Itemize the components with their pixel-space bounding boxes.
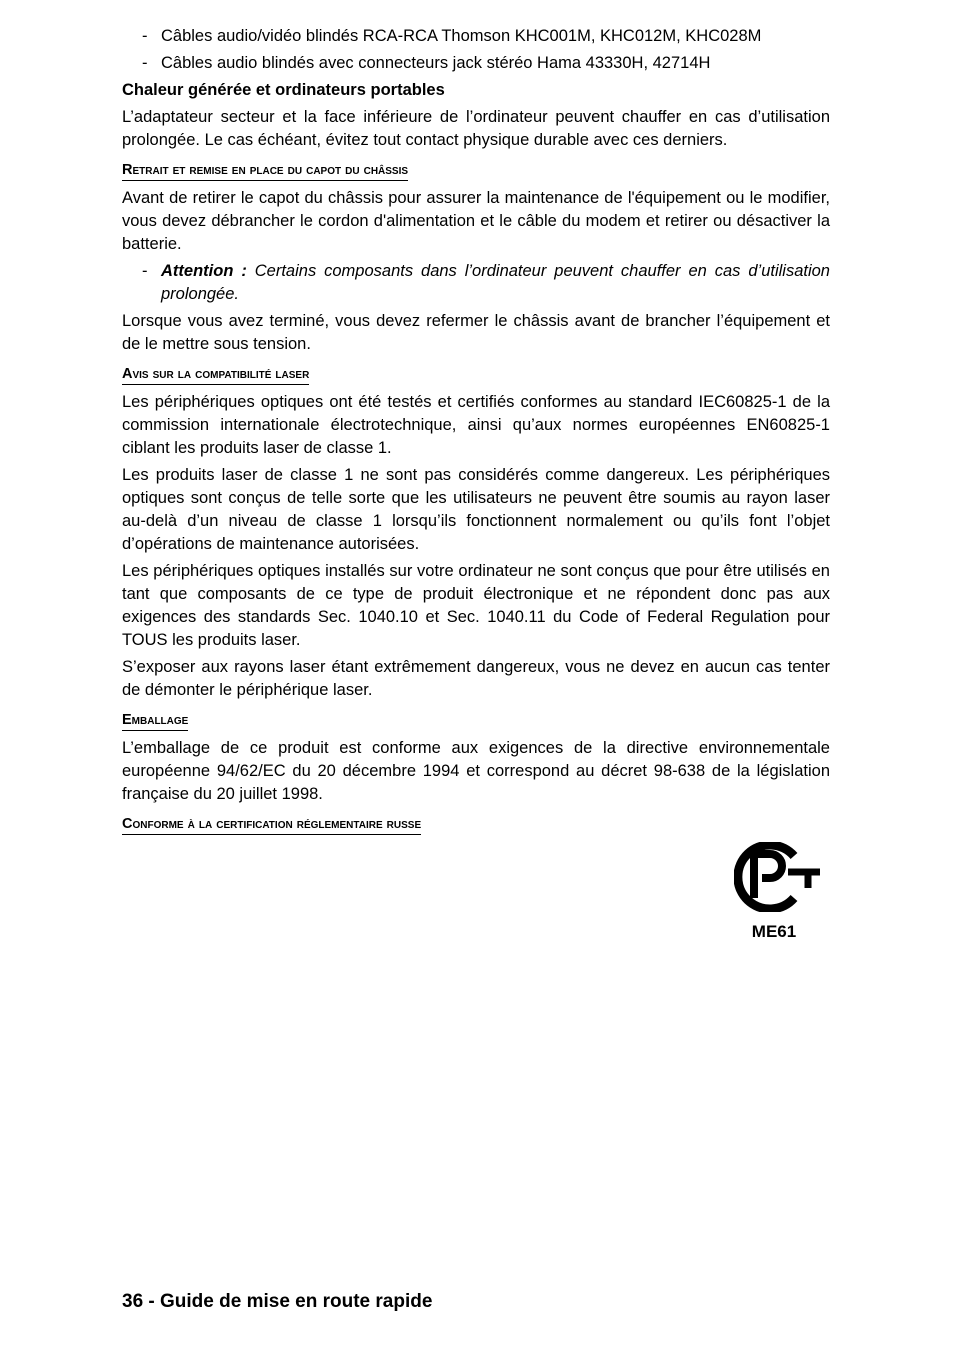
packaging-paragraph: L’emballage de ce produit est conforme aux exigences de la directive environnementale européenne 94/62/EC du 20 décembre 1994 et correspond au décret 98-638 de la législation française du 20 juillet 1998. bbox=[122, 739, 830, 803]
chassis-heading: Retrait et remise en place du capot du châssis bbox=[122, 161, 408, 181]
list-item: - Câbles audio blindés avec connecteurs jack stéréo Hama 43330H, 42714H bbox=[122, 52, 830, 75]
chassis-paragraph-2: Lorsque vous avez terminé, vous devez refermer le châssis avant de brancher l’équipement et de le mettre sous tension. bbox=[122, 312, 830, 353]
heat-paragraph: L’adaptateur secteur et la face inférieure de l’ordinateur peuvent chauffer en cas d’utilisation prolongée. Le cas échéant, évitez tout contact physique durable avec ces derniers. bbox=[122, 108, 830, 149]
page-content bbox=[122, 25, 830, 841]
heat-heading: Chaleur générée et ordinateurs portables bbox=[122, 81, 445, 99]
cert-code: ME61 bbox=[751, 922, 797, 941]
russian-cert-heading: Conforme à la certification réglementaire russe bbox=[122, 815, 421, 835]
attention-lead: Attention : bbox=[161, 262, 247, 280]
bullet-dash: - bbox=[142, 54, 148, 72]
page-footer: 36 - Guide de mise en route rapide bbox=[122, 1291, 433, 1312]
list-item: - Câbles audio/vidéo blindés RCA-RCA Thomson KHC001M, KHC012M, KHC028M bbox=[122, 25, 830, 48]
russian-cert-block bbox=[732, 842, 824, 942]
bullet-dash: - bbox=[142, 262, 148, 280]
pct-certification-mark-icon bbox=[734, 842, 822, 912]
attention-note bbox=[122, 260, 830, 306]
cable-list bbox=[122, 25, 830, 75]
packaging-heading: Emballage bbox=[122, 711, 188, 731]
attention-text: Certains composants dans l’ordinateur peuvent chauffer en cas d’utilisation prolongée. bbox=[161, 262, 830, 303]
bullet-dash: - bbox=[142, 27, 148, 45]
laser-paragraph-3: Les périphériques optiques installés sur votre ordinateur ne sont conçus que pour être utilisés en tant que composants de ce type de produit électronique et ne répondent donc pas aux exigences des standards Sec. 1040.10 et Sec. 1040.11 du Code of Federal Regulation pour TOUS les produits laser. bbox=[122, 562, 830, 649]
laser-paragraph-4: S’exposer aux rayons laser étant extrêmement dangereux, vous ne devez en aucun cas tenter de démonter le périphérique laser. bbox=[122, 658, 830, 699]
laser-paragraph-1: Les périphériques optiques ont été testés et certifiés conformes au standard IEC60825-1 de la commission internationale électrotechnique, ainsi qu’aux normes européennes EN60825-1 ciblant les produits laser de classe 1. bbox=[122, 393, 830, 457]
laser-paragraph-2: Les produits laser de classe 1 ne sont pas considérés comme dangereux. Les périphériques optiques sont conçus de telle sorte que les utilisateurs ne peuvent être soumis au rayon laser au-delà d’un niveau de classe 1 lorsqu’ils fonctionnent normalement ou qu’ils font l’objet d’opérations de maintenance autorisées. bbox=[122, 466, 830, 553]
chassis-paragraph-1: Avant de retirer le capot du châssis pour assurer la maintenance de l'équipement ou le modifier, vous devez débrancher le cordon d'alimentation et le câble du modem et retirer ou désactiver la batterie. bbox=[122, 189, 830, 253]
laser-heading: Avis sur la compatibilité laser bbox=[122, 365, 309, 385]
